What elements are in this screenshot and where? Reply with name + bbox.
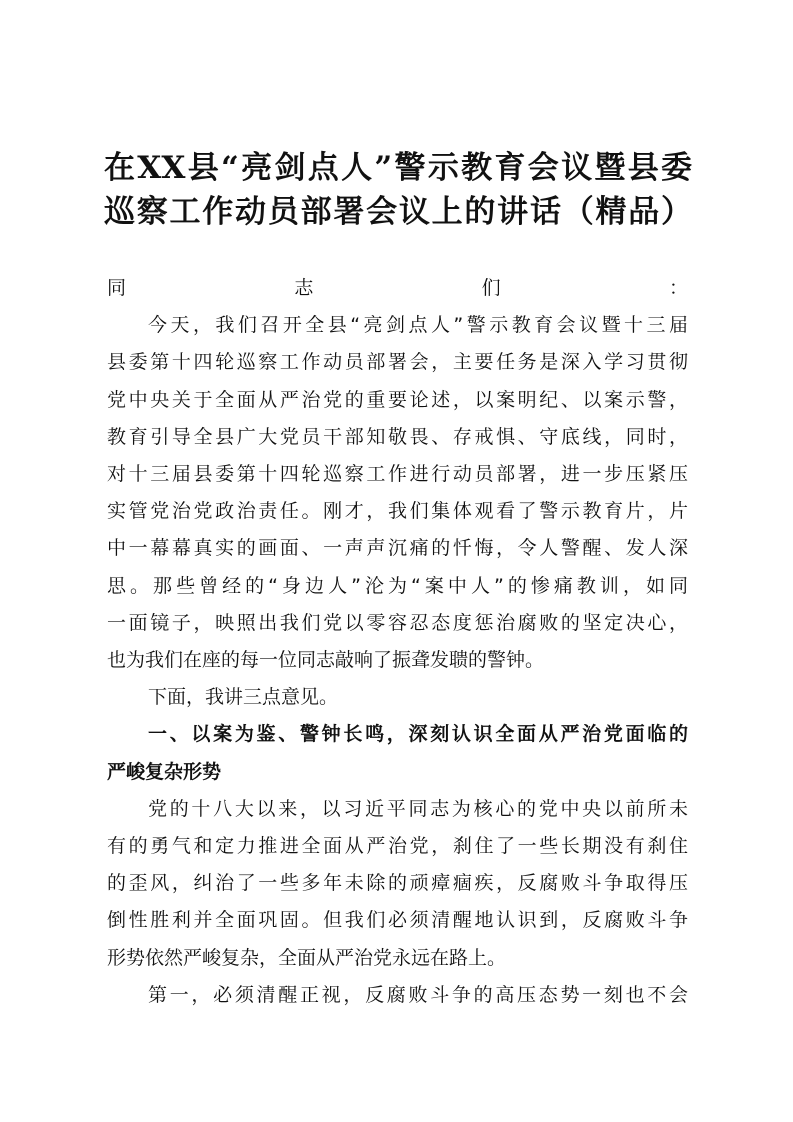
- paragraph: [107, 791, 688, 977]
- text-line: 下面，我讲三点意见。: [148, 686, 339, 709]
- text-line: 有的勇气和定力推进全面从严治党，刹住了一些长期没有刹住: [107, 835, 688, 858]
- paragraph: [107, 307, 688, 679]
- text-line: 党的十八大以来，以习近平同志为核心的党中央以前所未: [148, 797, 688, 820]
- paragraph: [107, 679, 688, 716]
- text-line: 一、以案为鉴、警钟长鸣，深刻认识全面从严治党面临的: [148, 723, 688, 746]
- text-line: 的歪风，纠治了一些多年未除的顽瘴痼疾，反腐败斗争取得压: [107, 872, 688, 895]
- text-line: 对十三届县委第十四轮巡察工作进行动员部署，进一步压紧压: [107, 463, 688, 486]
- paragraphs: [107, 307, 688, 1014]
- text-line: 今天，我们召开全县“亮剑点人”警示教育会议暨十三届: [148, 314, 688, 337]
- salutation: 同志们：: [107, 277, 688, 299]
- text-line: 倒性胜利并全面巩固。但我们必须清醒地认识到，反腐败斗争: [107, 909, 688, 932]
- title-line: 巡察工作动员部署会议上的讲话（精品）: [104, 194, 692, 230]
- text-line: 严峻复杂形势: [107, 760, 222, 783]
- document-body: [107, 270, 688, 1014]
- text-line: 一面镜子，映照出我们党以零容忍态度惩治腐败的坚定决心，: [107, 611, 688, 634]
- text-line: 实管党治党政治责任。刚才，我们集体观看了警示教育片，片: [107, 500, 688, 523]
- document-title: [104, 146, 692, 234]
- paragraph: [107, 977, 688, 1014]
- text-line: 党中央关于全面从严治党的重要论述，以案明纪、以案示警，: [107, 388, 688, 411]
- section-heading: [107, 716, 688, 790]
- text-line: 也为我们在座的每一位同志敲响了振聋发聩的警钟。: [107, 649, 545, 672]
- title-line: 在XX县“亮剑点人”警示教育会议暨县委: [104, 150, 692, 186]
- text-line: 中一幕幕真实的画面、一声声沉痛的忏悔，令人警醒、发人深: [107, 537, 688, 560]
- text-line: 形势依然严峻复杂，全面从严治党永远在路上。: [107, 946, 507, 969]
- text-line: 思。那些曾经的“身边人”沦为“案中人”的惨痛教训，如同: [107, 574, 688, 597]
- text-line: 第一，必须清醒正视，反腐败斗争的高压态势一刻也不会: [148, 983, 688, 1006]
- text-line: 教育引导全县广大党员干部知敬畏、存戒惧、守底线，同时，: [107, 425, 688, 448]
- text-line: 县委第十四轮巡察工作动员部署会，主要任务是深入学习贯彻: [107, 351, 688, 374]
